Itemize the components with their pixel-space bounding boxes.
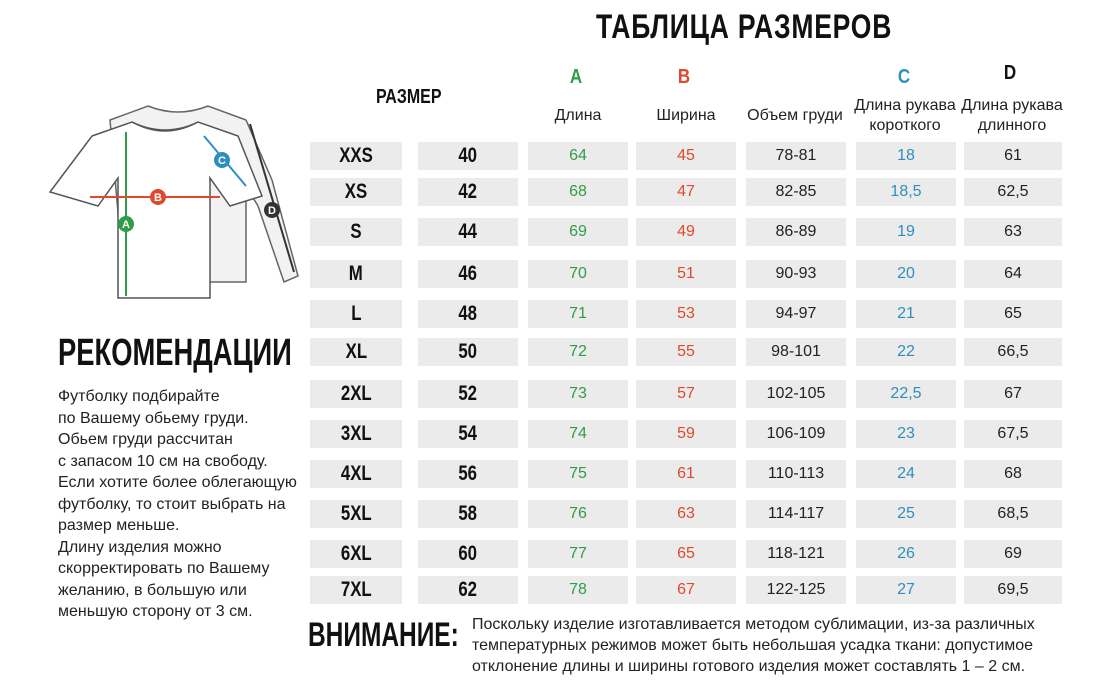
cell-long-sleeve: 67,5 bbox=[964, 420, 1062, 448]
label-d-marker bbox=[264, 202, 280, 218]
label-a-marker bbox=[118, 216, 134, 232]
cell-width: 51 bbox=[636, 260, 736, 288]
col-a-letter: A bbox=[569, 66, 583, 88]
cell-ru-size: 46 bbox=[418, 260, 518, 288]
cell-chest: 110-113 bbox=[746, 460, 846, 488]
cell-chest: 94-97 bbox=[746, 300, 846, 328]
cell-width: 49 bbox=[636, 218, 736, 246]
cell-chest: 102-105 bbox=[746, 380, 846, 408]
svg-text:A: A bbox=[122, 219, 130, 231]
cell-long-sleeve: 61 bbox=[964, 142, 1062, 170]
cell-short-sleeve: 26 bbox=[856, 540, 956, 568]
table-row bbox=[310, 460, 1062, 488]
cell-ru-size: 40 bbox=[418, 142, 518, 170]
cell-long-sleeve: 62,5 bbox=[964, 178, 1062, 206]
cell-chest: 90-93 bbox=[746, 260, 846, 288]
cell-short-sleeve: 22,5 bbox=[856, 380, 956, 408]
recommendations-text: Футболку подбирайте по Вашему обьему груди. Обьем груди рассчитан с запасом 10 см на свободу. Если хотите более облегающую футболку, то стоит выбрать на размер меньше. Длину изделия можно скорректировать по Вашему желанию, в большую или меньшую сторону от 3 см. bbox=[58, 388, 297, 620]
cell-length: 73 bbox=[528, 380, 628, 408]
cell-long-sleeve: 64 bbox=[964, 260, 1062, 288]
cell-width: 53 bbox=[636, 300, 736, 328]
cell-ru-size: 48 bbox=[418, 300, 518, 328]
cell-length: 74 bbox=[528, 420, 628, 448]
svg-text:C: C bbox=[218, 155, 226, 167]
attention-label: ВНИМАНИЕ: bbox=[308, 616, 459, 654]
svg-text:B: B bbox=[154, 192, 162, 204]
cell-width: 67 bbox=[636, 576, 736, 604]
cell-short-sleeve: 18,5 bbox=[856, 178, 956, 206]
cell-ru-size: 58 bbox=[418, 500, 518, 528]
cell-chest: 118-121 bbox=[746, 540, 846, 568]
cell-short-sleeve: 24 bbox=[856, 460, 956, 488]
cell-long-sleeve: 66,5 bbox=[964, 338, 1062, 366]
table-row bbox=[310, 142, 1062, 170]
cell-width: 61 bbox=[636, 460, 736, 488]
cell-short-sleeve: 27 bbox=[856, 576, 956, 604]
cell-size: M bbox=[310, 260, 402, 288]
col-d-letter: D bbox=[1003, 62, 1017, 84]
cell-size: XXS bbox=[310, 142, 402, 170]
cell-width: 59 bbox=[636, 420, 736, 448]
cell-chest: 122-125 bbox=[746, 576, 846, 604]
col-chest-label: Объем груди bbox=[747, 107, 843, 124]
cell-ru-size: 62 bbox=[418, 576, 518, 604]
cell-long-sleeve: 63 bbox=[964, 218, 1062, 246]
cell-long-sleeve: 68,5 bbox=[964, 500, 1062, 528]
cell-short-sleeve: 18 bbox=[856, 142, 956, 170]
attention-text: Поскольку изделие изготавливается методом сублимации, из-за различных температурных режимов может быть небольшая усадка ткани: допустимое отклонение длины и ширины готового изделия может составлять 1 – 2 см. bbox=[472, 616, 1035, 675]
label-b-marker bbox=[150, 189, 166, 205]
cell-width: 65 bbox=[636, 540, 736, 568]
page-title: ТАБЛИЦА РАЗМЕРОВ bbox=[596, 8, 893, 46]
cell-short-sleeve: 20 bbox=[856, 260, 956, 288]
col-c-label: Длина рукава короткого bbox=[854, 97, 956, 134]
cell-short-sleeve: 19 bbox=[856, 218, 956, 246]
cell-long-sleeve: 69,5 bbox=[964, 576, 1062, 604]
cell-chest: 78-81 bbox=[746, 142, 846, 170]
cell-size: 5XL bbox=[310, 500, 402, 528]
tshirt-diagram bbox=[40, 96, 310, 311]
cell-short-sleeve: 23 bbox=[856, 420, 956, 448]
table-row bbox=[310, 420, 1062, 448]
cell-length: 71 bbox=[528, 300, 628, 328]
cell-width: 47 bbox=[636, 178, 736, 206]
table-row bbox=[310, 576, 1062, 604]
cell-width: 45 bbox=[636, 142, 736, 170]
cell-ru-size: 42 bbox=[418, 178, 518, 206]
cell-size: XL bbox=[310, 338, 402, 366]
cell-size: 3XL bbox=[310, 420, 402, 448]
col-d-label: Длина рукава длинного bbox=[961, 97, 1063, 134]
cell-length: 69 bbox=[528, 218, 628, 246]
cell-chest: 98-101 bbox=[746, 338, 846, 366]
cell-chest: 106-109 bbox=[746, 420, 846, 448]
cell-length: 76 bbox=[528, 500, 628, 528]
cell-chest: 86-89 bbox=[746, 218, 846, 246]
cell-size: L bbox=[310, 300, 402, 328]
cell-ru-size: 44 bbox=[418, 218, 518, 246]
table-row bbox=[310, 338, 1062, 366]
table-row bbox=[310, 500, 1062, 528]
cell-length: 64 bbox=[528, 142, 628, 170]
table-row bbox=[310, 540, 1062, 568]
cell-size: 6XL bbox=[310, 540, 402, 568]
cell-size: 4XL bbox=[310, 460, 402, 488]
cell-short-sleeve: 21 bbox=[856, 300, 956, 328]
cell-length: 78 bbox=[528, 576, 628, 604]
label-c-marker bbox=[214, 152, 230, 168]
cell-ru-size: 50 bbox=[418, 338, 518, 366]
table-row bbox=[310, 260, 1062, 288]
cell-length: 75 bbox=[528, 460, 628, 488]
cell-long-sleeve: 69 bbox=[964, 540, 1062, 568]
col-b-label: Ширина bbox=[656, 107, 716, 124]
cell-length: 70 bbox=[528, 260, 628, 288]
cell-chest: 114-117 bbox=[746, 500, 846, 528]
cell-width: 63 bbox=[636, 500, 736, 528]
size-header: РАЗМЕР bbox=[376, 86, 442, 108]
cell-long-sleeve: 67 bbox=[964, 380, 1062, 408]
col-b-letter: B bbox=[677, 66, 691, 88]
cell-ru-size: 54 bbox=[418, 420, 518, 448]
cell-ru-size: 52 bbox=[418, 380, 518, 408]
cell-ru-size: 56 bbox=[418, 460, 518, 488]
cell-length: 72 bbox=[528, 338, 628, 366]
col-a-label: Длина bbox=[554, 107, 602, 124]
table-row bbox=[310, 300, 1062, 328]
col-c-letter: C bbox=[897, 66, 911, 88]
cell-long-sleeve: 65 bbox=[964, 300, 1062, 328]
cell-chest: 82-85 bbox=[746, 178, 846, 206]
svg-text:D: D bbox=[268, 205, 276, 217]
cell-ru-size: 60 bbox=[418, 540, 518, 568]
cell-width: 55 bbox=[636, 338, 736, 366]
cell-size: XS bbox=[310, 178, 402, 206]
cell-short-sleeve: 25 bbox=[856, 500, 956, 528]
cell-long-sleeve: 68 bbox=[964, 460, 1062, 488]
table-row bbox=[310, 218, 1062, 246]
cell-size: 2XL bbox=[310, 380, 402, 408]
table-row bbox=[310, 178, 1062, 206]
table-row bbox=[310, 380, 1062, 408]
recommendations-title: РЕКОМЕНДАЦИИ bbox=[58, 332, 292, 374]
cell-size: S bbox=[310, 218, 402, 246]
cell-short-sleeve: 22 bbox=[856, 338, 956, 366]
cell-size: 7XL bbox=[310, 576, 402, 604]
cell-length: 68 bbox=[528, 178, 628, 206]
cell-length: 77 bbox=[528, 540, 628, 568]
cell-width: 57 bbox=[636, 380, 736, 408]
